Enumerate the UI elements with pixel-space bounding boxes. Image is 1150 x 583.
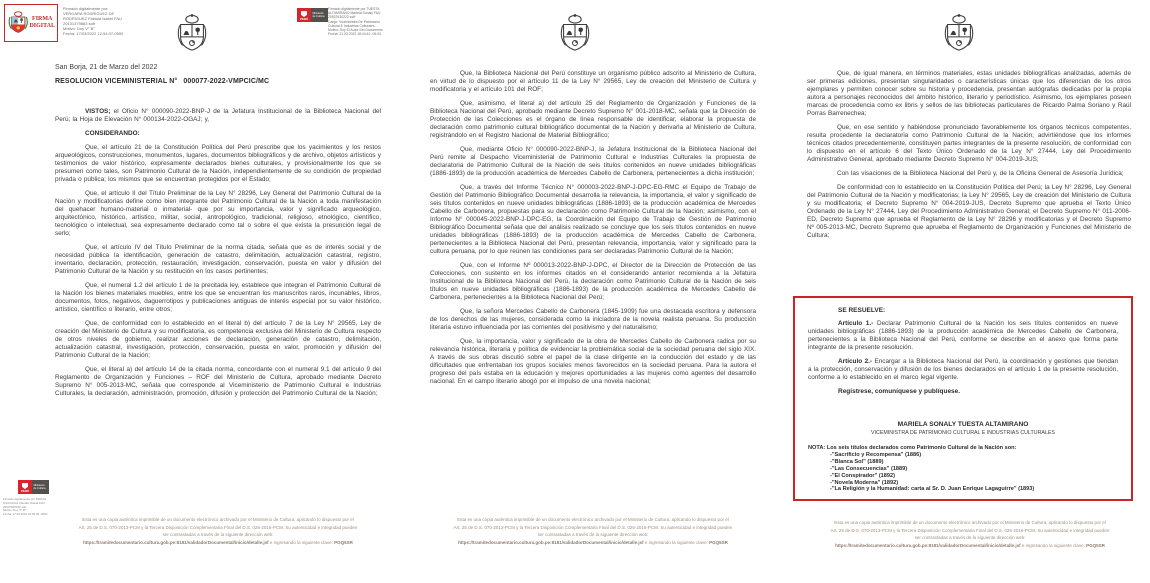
paragraph-considerando: CONSIDERANDO: [85, 130, 140, 137]
date-place-line: San Borja, 21 de Marzo del 2022 [55, 64, 158, 71]
nota-items [808, 452, 1118, 493]
nota-item: -"Blanca Sol" (1889) [830, 458, 884, 465]
digital-signature-vergara: Firmado digitalmente por: VERGARA RODRIGUEZ DE RODRIGUEZ Fabiola Isabel FAU 20131379863 soft Motivo: Doy V° B° Fecha: 17/03/2022 12:54:07-0500 [63, 6, 124, 36]
paragraph: Con las visaciones de la Biblioteca Nacional del Perú y, de la Oficina General de Asesoría Jurídica; [837, 170, 1124, 177]
peru-coat-of-arms-icon [940, 13, 978, 55]
page3-body [807, 70, 1131, 246]
nota-intro: NOTA: Los seis títulos declarados como Patrimonio Cultural de la Nación son: [808, 445, 1017, 451]
peru-coat-of-arms-icon [173, 13, 211, 55]
paragraph: Que, en ese sentido y habiéndose pronunciado favorablemente los órganos técnicos competentes, resulta procedente la declaratoria como Patrimonio Cultural de la Nación; advirtiéndose que los informes técnicos citados precedentemente, constituyen partes integrantes de la presente resolución, de conformidad con lo dispuesto en el artículo 6 del Texto Único Ordenado de la Ley N° 27444, Ley del Procedimiento Administrativo General, aprobado mediante Decreto Supremo N° 004-2019-JUS; [807, 124, 1131, 163]
firma-digital-stamp [4, 4, 58, 42]
ministry-of-culture-logo [297, 8, 328, 22]
peru-brand-box: PERÚ [18, 480, 32, 494]
nota-item: -"Novela Moderna" (1892) [830, 479, 899, 486]
paragraph: Que, de igual manera, en términos materiales, estas unidades bibliográficas analizadas, además de ser primeras ediciones, presentan singularidades o características únicas que los diferencian de los otros ejemplares y permiten conocer sobre su historia y procedencia, presentan autógrafas dedicadas por la propia autora a personajes reconocidos del ámbito histórico, literario y periodístico. Asimismo, los ejemplares poseen marcas de procedencia como ex libris y sellos de las bibliotecas particulares de Ricardo Palma Soriano y Raúl Porras Barrenechea; [807, 70, 1131, 117]
document-page-1 [0, 0, 383, 583]
validation-url: https://tramitedocumentario.cultura.gob.pe:8181/validadorDocumental/inicio/detalle.jsf [83, 539, 269, 545]
nota-item: -"La Religión y la Humanidad: carta al Sr. D. Juan Enrique Lagaguirre" (1893) [830, 486, 1035, 493]
paragraph: Que, con el Informe Nº 000013-2022-BNP-J-DPC, el Director de la Dirección de Protección de las Colecciones, con sustento en los informes citados en el considerando anterior recomienda a la Jefatura Institucional de la Biblioteca Nacional del Perú, la declaración como Patrimonio Cultural de la Nación de seis títulos en nueve unidades bibliográficas (1886-1893) de la producción académica de Mercedes Cabello de Carbonera, pertenecientes a la Biblioteca Nacional del Perú; [430, 262, 756, 301]
peru-brand-box: PERÚ [297, 8, 311, 22]
resolution-highlight-box [793, 296, 1133, 501]
paragraph-vistos: VISTOS; el Oficio N° 000090-2022-BNP-J de la Jefatura Institucional de la Biblioteca Nacional del Perú; la Hoja de Elevación N° 000134-2022-OGAJ; y, [55, 108, 381, 123]
paragraph: Que, el artículo IV del Título Preliminar de la norma citada, señala que es de interés social y de necesidad pública la identificación, generación de catastro, delimitación, actualización catastral, registro, inventario, declaración, protección, restauración, investigación, conservación, puesta en valor y difusión del Patrimonio Cultural de la Nación y su restitución en los casos pertinentes; [55, 244, 381, 275]
paragraph: Que, el artículo II del Título Preliminar de la Ley N° 28296, Ley General del Patrimonio Cultural de la Nación y modificatorias define como bien integrante del Patrimonio Cultural de la Nación a toda manifestación del quehacer humano-material o inmaterial- que por su importancia, valor y significado arqueológico, arquitectónico, histórico, artístico, militar, social, antropológico, tradicional, religioso, etnológico, científico, tecnológico o intelectual, sea expresamente declarado como tal o sobre el que exista la presunción legal de serlo; [55, 190, 381, 237]
closing-formula: Regístrese, comuníquese y publíquese. [838, 388, 961, 395]
digital-signature-tuesta: Firmado digitalmente por TUESTA ALTAMIRANO Mariela Sonaly FAU 20537630222 soft Cargo: Viceministra De Patrimonio Cultural E Industrias Culturales Motivo: Soy El Autor Del Documento Fecha: 21.03.2022 18:44:41 -05:00 [328, 7, 383, 37]
authenticity-footer: Esta es una copia auténtica imprimible de un documento electrónico archivado por el Ministerio de Cultura, aplicando lo dispuesto por el Art. 25 de D.S. 070-2013-PCM y la Tercera Disposición Complementaria Final del D.S. 026-2016-PCM. Su autenticidad e integridad pueden ser contrastadas a través de la siguiente dirección web: https://tramitedocumentario.cultura.gob.pe:8181/validadorDocumental/inicio/detalle.jsf e ingresando la siguiente clave: PGQ5SR [830, 520, 1110, 548]
firma-digital-label: FIRMA DIGITAL [29, 16, 55, 29]
validation-url: https://tramitedocumentario.cultura.gob.pe:8181/validadorDocumental/inicio/detalle.jsf [835, 542, 1021, 548]
paragraph: Que, la importancia, valor y significado de la obra de Mercedes Cabello de Carbonera radica por su relevancia histórica, literaria y política de evidenciar la problemática social de la sociedad peruana del siglo XIX. A través de sus obras discutió sobre el papel de la clase dirigente en la conducción del estado y de las dificultades que enfrentaban los grupos sociales menos favorecidos en la sociedad peruana. Para la autora el progreso del país estaba en la educación y mejores oportunidades a las mujeres como agentes del desarrollo nacional. En el campo literario abogó por el impulso de una novela nacional; [430, 338, 756, 385]
page2-body [430, 70, 756, 392]
validation-key: PGQ5SR [1086, 542, 1105, 548]
peru-coat-of-arms-color-icon [7, 8, 29, 38]
paragraph: Que, la Biblioteca Nacional del Perú constituye un organismo público adscrito al Ministerio de Cultura, en virtud de lo dispuesto por el artículo 11 de la Ley N° 29565, Ley de creación del Ministerio de Cultura y modificatoria y el artículo 101 del ROF; [430, 70, 756, 93]
authenticity-footer: Esta es una copia auténtica imprimible de un documento electrónico archivado por el Ministerio de Cultura, aplicando lo dispuesto por el Art. 25 de D.S. 070-2013-PCM y la Tercera Disposición Complementaria Final del D.S. 026-2016-PCM. Su autenticidad e integridad pueden ser contrastadas a través de la siguiente dirección web: https://tramitedocumentario.cultura.gob.pe:8181/validadorDocumental/inicio/detalle.jsf e ingresando la siguiente clave: PGQ5SR [453, 517, 733, 545]
article-1: Artículo 1.- Declarar Patrimonio Cultural de la Nación los seis títulos contenidos en nueve unidades bibliográficas (1886-1893) de la producción académica de Mercedes Cabello de Carbonera, pertenecientes a la Biblioteca Nacional del Perú, conforme se describe en el anexo que forma parte integrante de la presente resolución. [808, 320, 1119, 351]
validation-url: https://tramitedocumentario.cultura.gob.pe:8181/validadorDocumental/inicio/detalle.jsf [458, 539, 644, 545]
peru-coat-of-arms-icon [556, 13, 594, 55]
se-resuelve-heading: SE RESUELVE: [838, 307, 886, 314]
authenticity-footer: Esta es una copia auténtica imprimible de un documento electrónico archivado por el Ministerio de Cultura, aplicando lo dispuesto por el Art. 25 de D.S. 070-2013-PCM y la Tercera Disposición Complementaria Final del D.S. 026-2016-PCM. Su autenticidad e integridad pueden ser contrastadas a través de la siguiente dirección web: https://tramitedocumentario.cultura.gob.pe:8181/validadorDocumental/inicio/detalle.jsf e ingresando la siguiente clave: PGQ5SR [78, 517, 358, 545]
validation-key: PGQ5SR [334, 539, 353, 545]
ministry-of-culture-logo-small [18, 480, 49, 494]
paragraph: Que, el artículo 21 de la Constitución Política del Perú prescribe que los yacimientos y los restos arqueológicos, construcciones, monumentos, lugares, documentos bibliográficos y de archivo, objetos artísticos y testimonios de valor histórico, expresamente declarados bienes culturales, y provisionalmente los que se presumen como tales, son Patrimonio Cultural de la Nación, independientemente de su condición de propiedad privada o pública; los mismos que se encuentran protegidos por el Estado; [55, 144, 381, 183]
paragraph: De conformidad con lo establecido en la Constitución Política del Perú; la Ley N° 28296, Ley General del Patrimonio Cultural de la Nación y modificatorias; la Ley N° 29565, Ley de creación del Ministerio de Cultura y su modificatoria; el Decreto Supremo N° 004-2019-JUS, Decreto Supremo que aprueba el Texto Único Ordenado de la Ley N° 27444, Ley del Procedimiento Administrativo General; el Decreto Supremo N° 011-2006-ED, Decreto Supremo que aprueba el Reglamento de la Ley N° 28296 y modificatorias y el Decreto Supremo Nº 005-2013-MC, Decreto Supremo que aprueba el Reglamento de Organización y Funciones del Ministerio de Cultura; [807, 184, 1131, 239]
paragraph: Que, de conformidad con lo establecido en el literal b) del artículo 7 de la Ley N° 29565, Ley de creación del Ministerio de Cultura y su modificatoria, es competencia exclusiva del Ministerio de Cultura respecto de otros niveles de gobierno, realizar acciones de declaración, generación de catastro, delimitación, actualización catastral, investigación, protección, conservación, puesta en valor, promoción y difusión del Patrimonio Cultural de la Nación; [55, 320, 381, 359]
nota-item: -"Las Consecuencias" (1889) [830, 465, 908, 472]
signature-block [808, 421, 1118, 436]
nota-item: -"El Conspirador" (1892) [830, 472, 895, 479]
article-2: Artículo 2.- Encargar a la Biblioteca Nacional del Perú, la coordinación y gestiones que tiendan a la protección, conservación y difusión de los bienes declarados en el artículo 1 de la presente resolución, conforme a lo establecido en el marco legal vigente. [808, 358, 1118, 381]
signer-title: VICEMINISTRA DE PATRIMONIO CULTURAL E INDUSTRIAS CULTURALES [871, 430, 1055, 436]
document-page-3 [767, 0, 1150, 583]
resolution-title: RESOLUCION VICEMINISTERIAL N° 000077-2022-VMPCIC/MC [55, 78, 270, 85]
paragraph: Que, asimismo, el literal a) del artículo 25 del Reglamento de Organización y Funciones de la Biblioteca Nacional del Perú, aprobado mediante Decreto Supremo N° 001-2018-MC, señala que la Dirección de Protección de las Colecciones es el órgano de línea responsable de identificar, elaborar la propuesta de declaración como patrimonio cultural bibliográfico documental de la Nación y derivarla al Ministerio de Cultura, registrándolo en el Registro Nacional de Material Bibliográfico; [430, 100, 756, 139]
page1-body [55, 64, 381, 404]
document-page-2 [383, 0, 766, 583]
nota-block [808, 445, 1118, 493]
signer-name: MARIELA SONALY TUESTA ALTAMIRANO [897, 421, 1029, 428]
digital-signature-bottom: Firmado digitalmente por RODAS USUCACHI Claudia Violeta FAU 20537630222 soft Motivo: Doy V° B° Fecha: 17.03.2022 15:05:35 -0500 [3, 498, 48, 517]
ministry-name-box: Ministerio de Cultura [32, 480, 49, 494]
paragraph: Que, el numeral 1.2 del artículo 1 de la precitada ley, establece que integran el Patrimonio Cultural de la Nación los bienes materiales muebles, entre los que se encuentran los manuscritos raros, incunables, libros, documentos, fotos, negativos, daguerrotipos y publicaciones antiguas de interés especial por su valor histórico, artístico, científico o literario, entre otros; [55, 282, 381, 313]
ministry-name-box: Ministerio de Cultura [311, 8, 328, 22]
nota-item: -"Sacrificio y Recompensa" (1886) [830, 451, 922, 458]
paragraph: Que, la señora Mercedes Cabello de Carbonera (1845-1909) fue una destacada escritora y defensora de los derechos de las mujeres, considerada como la iniciadora de la novela realista peruana. Su producción literaria estuvo influenciada por las corrientes del positivismo y del naturalismo; [430, 308, 756, 331]
paragraph: Que, mediante Oficio N° 000090-2022-BNP-J, la Jefatura Institucional de la Biblioteca Nacional del Perú remite al Despacho Viceministerial de Patrimonio Cultural e Industrias Culturales la propuesta de declaratoria de Patrimonio Cultural de la Nación de seis títulos contenidos en nueve unidades bibliográficas (1886-1893) de la producción académica de Mercedes Cabello de Carbonera, pertenecientes a dicha institución; [430, 146, 756, 177]
paragraph: Que, a través del Informe Técnico N° 000003-2022-BNP-J-DPC-EG-RMC el Equipo de Trabajo de Gestión del Patrimonio Bibliográfico Documental desarrolla la relevancia, la importancia, el valor y significado de seis títulos contenidos en nueve unidades bibliográficas (1886-1893) de la producción académica de Mercedes Cabello de Carbonera, propuestas para su declaración como Patrimonio Cultural de la Nación; asimismo, con el Informe N° 000045-2022-BNP-J-DPC-EG, la Coordinación del Equipo de Trabajo de Gestión de Patrimonio Bibliográfico Documental señala que del análisis realizado se concluye que los seis títulos contenidos en nueve unidades bibliográficas (1886-1893) de la producción académica de Mercedes Cabello de Carbonera, pertenecientes a la Biblioteca Nacional del Perú, presentan relevancia, importancia, valor y significado para la cultura peruana, por lo que reúnen las condiciones para ser declaradas Patrimonio Cultural de la Nación; [430, 184, 756, 255]
paragraph: Que, el literal a) del artículo 14 de la citada norma, concordante con el numeral 9.1 del artículo 9 del Reglamento de Organización y Funciones – ROF del Ministerio de Cultura, aprobado mediante Decreto Supremo N° 005-2013-MC, señala que corresponde al Viceministerio de Patrimonio Cultural e Industrias Culturales, la declaración, administración, promoción, difusión y protección del Patrimonio Cultural de la Nación; [55, 366, 381, 397]
validation-key: PGQ5SR [709, 539, 728, 545]
